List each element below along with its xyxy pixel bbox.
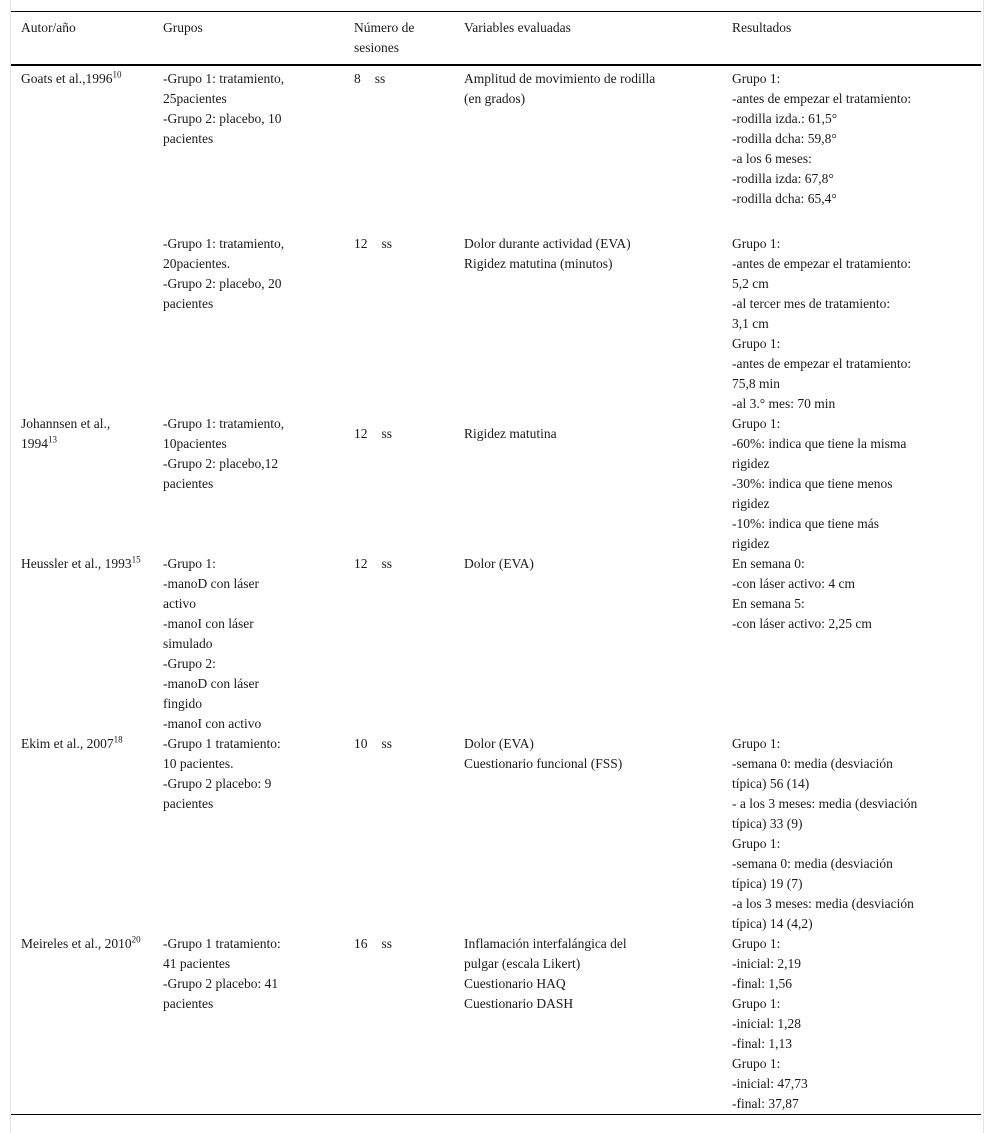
- cell-results: [722, 414, 981, 554]
- variable-line: Inflamación interfalángica del: [464, 936, 627, 951]
- cell-variables: [454, 414, 722, 554]
- result-line: -con láser activo: 2,25 cm: [732, 616, 872, 631]
- author-name: Ekim et al., 2007: [21, 736, 114, 751]
- group-line: 20pacientes.: [163, 256, 231, 271]
- cell-author: [11, 554, 153, 734]
- cell-author: [11, 209, 153, 414]
- result-line: 5,2 cm: [732, 276, 769, 291]
- group-line: -Grupo 2: placebo, 20: [163, 276, 282, 291]
- result-line: -10%: indica que tiene más: [732, 516, 879, 531]
- group-line: -Grupo 2:: [163, 656, 216, 671]
- sessions-unit: ss: [381, 736, 393, 751]
- result-line: -semana 0: media (desviación: [732, 756, 893, 771]
- result-line: Grupo 1:: [732, 416, 781, 431]
- cell-results: [722, 65, 981, 209]
- table-row: [11, 934, 981, 1115]
- group-line: 41 pacientes: [163, 956, 231, 971]
- author-reference: 20: [131, 934, 141, 945]
- result-line: 3,1 cm: [732, 316, 769, 331]
- variable-line: Rigidez matutina: [464, 426, 557, 441]
- result-line: 75,8 min: [732, 376, 781, 391]
- group-line: -manoD con láser: [163, 676, 259, 691]
- table-row: [11, 209, 981, 414]
- cell-groups: [153, 65, 344, 209]
- group-line: pacientes: [163, 131, 214, 146]
- result-line: rigidez: [732, 496, 770, 511]
- result-line: típica) 14 (4,2): [732, 916, 813, 931]
- result-line: típica) 19 (7): [732, 876, 803, 891]
- sessions-unit: ss: [374, 71, 386, 86]
- cell-author: [11, 734, 153, 934]
- cell-variables: [454, 734, 722, 934]
- author-name: Meireles et al., 2010: [21, 936, 132, 951]
- result-line: -inicial: 47,73: [732, 1076, 808, 1091]
- author-name: Goats et al.,1996: [21, 71, 113, 86]
- cell-variables: [454, 65, 722, 209]
- group-line: pacientes: [163, 796, 214, 811]
- result-line: rigidez: [732, 456, 770, 471]
- result-line: -antes de empezar el tratamiento:: [732, 256, 912, 271]
- cell-variables: [454, 934, 722, 1115]
- group-line: -Grupo 1 tratamiento:: [163, 936, 281, 951]
- cell-sessions: [344, 734, 454, 934]
- result-line: -a los 3 meses: media (desviación: [732, 896, 914, 911]
- result-line: típica) 56 (14): [732, 776, 810, 791]
- sessions-count: 16: [354, 936, 368, 951]
- group-line: pacientes: [163, 476, 214, 491]
- cell-groups: [153, 734, 344, 934]
- group-line: -manoD con láser: [163, 576, 259, 591]
- result-line: -rodilla izda.: 61,5°: [732, 111, 838, 126]
- variable-line: Amplitud de movimiento de rodilla: [464, 71, 656, 86]
- cell-author: [11, 934, 153, 1115]
- group-line: fingido: [163, 696, 202, 711]
- group-line: 10pacientes: [163, 436, 227, 451]
- variable-line: Dolor durante actividad (EVA): [464, 236, 631, 251]
- variable-line: Rigidez matutina (minutos): [464, 256, 613, 271]
- cell-groups: [153, 554, 344, 734]
- result-line: En semana 5:: [732, 596, 805, 611]
- result-line: típica) 33 (9): [732, 816, 803, 831]
- sessions-count: 12: [354, 236, 368, 251]
- author-reference: 10: [112, 69, 122, 80]
- variable-line: Cuestionario funcional (FSS): [464, 756, 623, 771]
- sessions-count: 8: [354, 71, 361, 86]
- cell-sessions: [344, 209, 454, 414]
- author-name: Heussler et al., 1993: [21, 556, 132, 571]
- result-line: -antes de empezar el tratamiento:: [732, 356, 912, 371]
- result-line: Grupo 1:: [732, 336, 781, 351]
- result-line: -final: 37,87: [732, 1096, 799, 1111]
- result-line: -al tercer mes de tratamiento:: [732, 296, 891, 311]
- variable-line: pulgar (escala Likert): [464, 956, 581, 971]
- result-line: Grupo 1:: [732, 236, 781, 251]
- table-body: [11, 65, 981, 1115]
- result-line: - a los 3 meses: media (desviación: [732, 796, 918, 811]
- cell-sessions: [344, 934, 454, 1115]
- result-line: -final: 1,56: [732, 976, 792, 991]
- result-line: -inicial: 1,28: [732, 1016, 801, 1031]
- group-line: -Grupo 1: tratamiento,: [163, 236, 285, 251]
- result-line: -rodilla izda: 67,8°: [732, 171, 834, 186]
- group-line: -Grupo 2 placebo: 9: [163, 776, 272, 791]
- cell-variables: [454, 554, 722, 734]
- variable-line: Dolor (EVA): [464, 736, 534, 751]
- group-line: -Grupo 2 placebo: 41: [163, 976, 279, 991]
- sessions-unit: ss: [381, 426, 393, 441]
- result-line: Grupo 1:: [732, 836, 781, 851]
- cell-groups: [153, 414, 344, 554]
- cell-groups: [153, 209, 344, 414]
- group-line: -Grupo 2: placebo, 10: [163, 111, 282, 126]
- result-line: -rodilla dcha: 65,4°: [732, 191, 837, 206]
- author-reference: 15: [131, 554, 141, 565]
- sessions-unit: ss: [381, 556, 393, 571]
- header-sessions: Número de sesiones: [354, 20, 415, 55]
- variable-line: Cuestionario HAQ: [464, 976, 566, 991]
- result-line: -con láser activo: 4 cm: [732, 576, 855, 591]
- cell-variables: [454, 209, 722, 414]
- group-line: 25pacientes: [163, 91, 227, 106]
- variable-line: (en grados): [464, 91, 526, 106]
- group-line: activo: [163, 596, 196, 611]
- sessions-count: 12: [354, 556, 368, 571]
- results-table: [11, 11, 981, 1115]
- result-line: rigidez: [732, 536, 770, 551]
- group-line: -manoI con láser: [163, 616, 254, 631]
- result-line: Grupo 1:: [732, 996, 781, 1011]
- sessions-count: 12: [354, 426, 368, 441]
- result-line: Grupo 1:: [732, 936, 781, 951]
- author-name: Johannsen et al., 1994: [21, 416, 111, 451]
- group-line: pacientes: [163, 296, 214, 311]
- table-row: [11, 65, 981, 209]
- cell-results: [722, 209, 981, 414]
- group-line: -manoI con activo: [163, 716, 262, 731]
- result-line: -semana 0: media (desviación: [732, 856, 893, 871]
- group-line: -Grupo 1: tratamiento,: [163, 416, 285, 431]
- group-line: -Grupo 1:: [163, 556, 216, 571]
- result-line: -antes de empezar el tratamiento:: [732, 91, 912, 106]
- group-line: simulado: [163, 636, 213, 651]
- group-line: -Grupo 1: tratamiento,: [163, 71, 285, 86]
- cell-sessions: [344, 65, 454, 209]
- group-line: pacientes: [163, 996, 214, 1011]
- cell-author: [11, 414, 153, 554]
- result-line: -al 3.° mes: 70 min: [732, 396, 836, 411]
- group-line: -Grupo 2: placebo,12: [163, 456, 279, 471]
- cell-results: [722, 934, 981, 1115]
- author-reference: 18: [113, 734, 123, 745]
- cell-author: [11, 65, 153, 209]
- author-reference: 13: [48, 434, 57, 445]
- variable-line: Dolor (EVA): [464, 556, 534, 571]
- result-line: -30%: indica que tiene menos: [732, 476, 893, 491]
- table-row: [11, 414, 981, 554]
- result-line: -inicial: 2,19: [732, 956, 801, 971]
- group-line: 10 pacientes.: [163, 756, 234, 771]
- sessions-unit: ss: [381, 236, 393, 251]
- header-variables: Variables evaluadas: [464, 20, 571, 35]
- header-results: Resultados: [732, 20, 792, 35]
- result-line: -60%: indica que tiene la misma: [732, 436, 907, 451]
- cell-sessions: [344, 414, 454, 554]
- cell-results: [722, 554, 981, 734]
- cell-sessions: [344, 554, 454, 734]
- result-line: Grupo 1:: [732, 1056, 781, 1071]
- group-line: -Grupo 1 tratamiento:: [163, 736, 281, 751]
- result-line: -final: 1,13: [732, 1036, 792, 1051]
- table-header: [11, 12, 981, 66]
- variable-line: Cuestionario DASH: [464, 996, 574, 1011]
- cell-groups: [153, 934, 344, 1115]
- header-author: Autor/año: [21, 20, 76, 35]
- sessions-count: 10: [354, 736, 368, 751]
- header-groups: Grupos: [163, 20, 203, 35]
- cell-results: [722, 734, 981, 934]
- sessions-unit: ss: [381, 936, 393, 951]
- result-line: Grupo 1:: [732, 71, 781, 86]
- result-line: -a los 6 meses:: [732, 151, 812, 166]
- table-row: [11, 554, 981, 734]
- table-row: [11, 734, 981, 934]
- result-line: -rodilla dcha: 59,8°: [732, 131, 837, 146]
- result-line: Grupo 1:: [732, 736, 781, 751]
- result-line: En semana 0:: [732, 556, 805, 571]
